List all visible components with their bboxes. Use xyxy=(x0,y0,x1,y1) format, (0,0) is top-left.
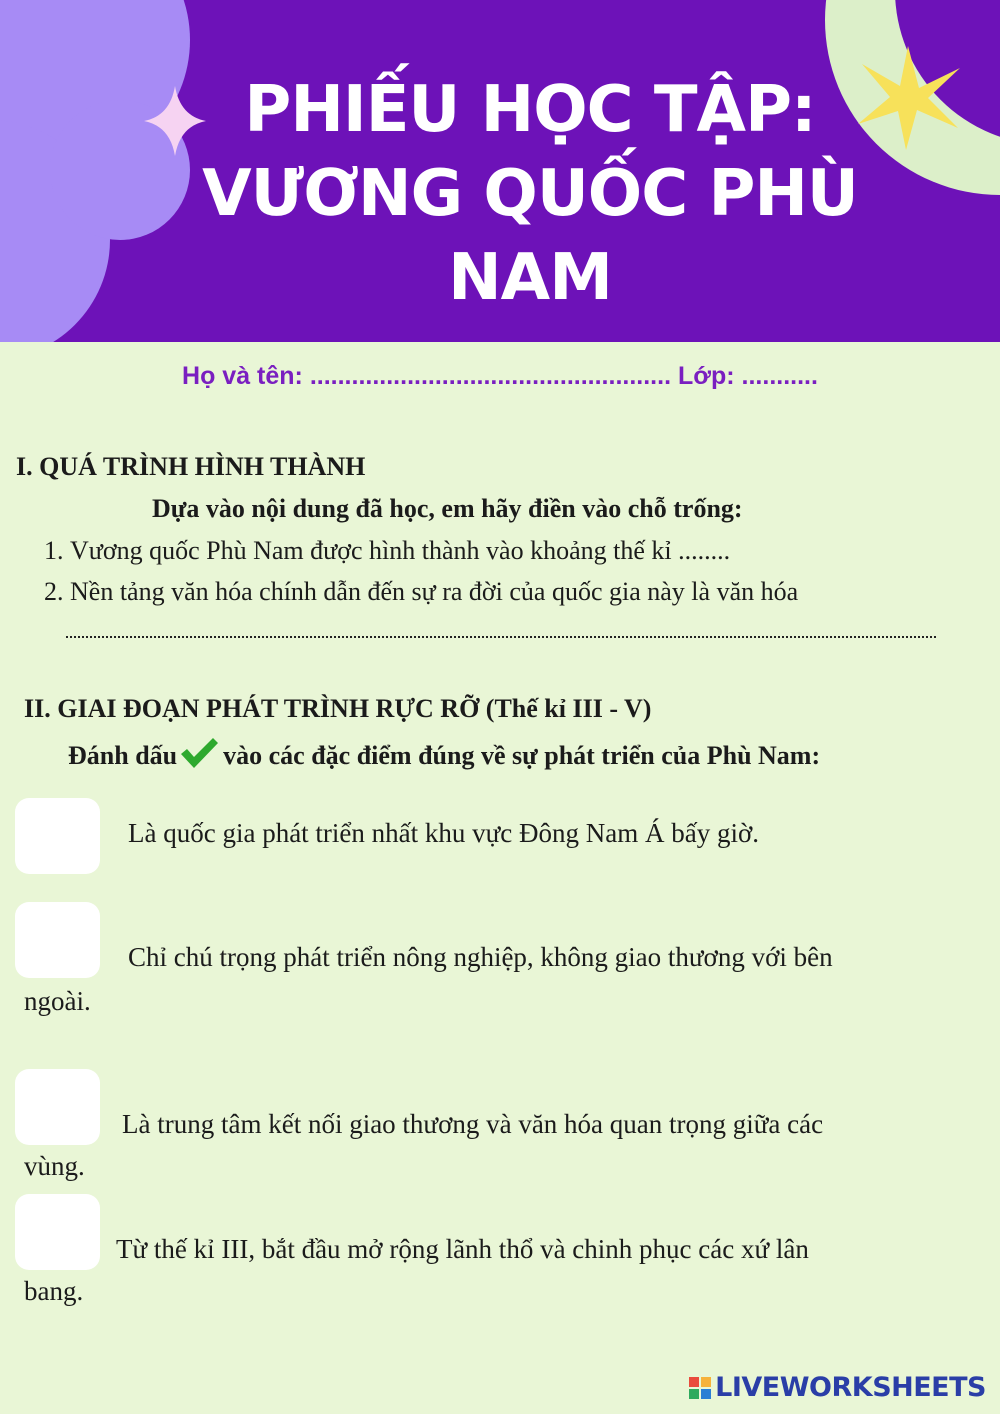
title-line-1: PHIẾU HỌC TẬP: xyxy=(244,73,816,147)
section-2-title: II. GIAI ĐOẠN PHÁT TRÌNH RỰC RỠ (Thế kỉ III - V) xyxy=(24,694,652,723)
option-3-text: Là trung tâm kết nối giao thương và văn hóa quan trọng giữa các xyxy=(122,1109,824,1139)
liveworksheets-logo xyxy=(689,1372,986,1403)
section-1-title: I. QUÁ TRÌNH HÌNH THÀNH xyxy=(16,452,366,481)
section-1-instruction: Dựa vào nội dung đã học, em hãy điền vào chỗ trống: xyxy=(152,494,743,523)
answer-blank-line[interactable] xyxy=(66,636,936,638)
question-2 xyxy=(44,577,798,607)
option-2-checkbox[interactable] xyxy=(15,902,100,978)
question-1-number: 1. xyxy=(44,536,64,565)
option-1-checkbox[interactable] xyxy=(15,798,100,874)
question-1-text: Vương quốc Phù Nam được hình thành vào khoảng thế kỉ ........ xyxy=(70,536,731,565)
option-2-text-cont: ngoài. xyxy=(24,986,91,1016)
page-title xyxy=(150,68,910,320)
question-2-number: 2. xyxy=(44,577,64,606)
option-4-checkbox[interactable] xyxy=(15,1194,100,1270)
option-3-checkbox[interactable] xyxy=(15,1069,100,1145)
option-2-text: Chỉ chú trọng phát triển nông nghiệp, không giao thương với bên xyxy=(128,942,833,972)
brand-name: LIVEWORKSHEETS xyxy=(715,1372,986,1403)
option-4-text: Từ thế kỉ III, bắt đầu mở rộng lãnh thổ và chinh phục các xứ lân xyxy=(116,1234,809,1264)
option-1-text: Là quốc gia phát triển nhất khu vực Đông Nam Á bấy giờ. xyxy=(128,818,760,848)
instruction-before: Đánh dấu xyxy=(68,741,178,770)
option-4-text-cont: bang. xyxy=(24,1276,84,1306)
title-line-3: NAM xyxy=(448,241,612,315)
title-line-2: VƯƠNG QUỐC PHÙ xyxy=(202,157,858,231)
header-banner xyxy=(0,0,1000,342)
question-2-text: Nền tảng văn hóa chính dẫn đến sự ra đời của quốc gia này là văn hóa xyxy=(70,577,799,606)
question-1 xyxy=(44,536,730,566)
logo-blocks-icon xyxy=(689,1377,711,1399)
option-3-text-cont: vùng. xyxy=(24,1151,85,1181)
section-2-instruction xyxy=(68,736,820,771)
instruction-after: vào các đặc điểm đúng về sự phát triển của Phù Nam: xyxy=(223,741,821,770)
checkmark-icon xyxy=(179,736,219,770)
student-info-line: Họ và tên: .................................................... Lớp: ........... xyxy=(182,362,818,390)
